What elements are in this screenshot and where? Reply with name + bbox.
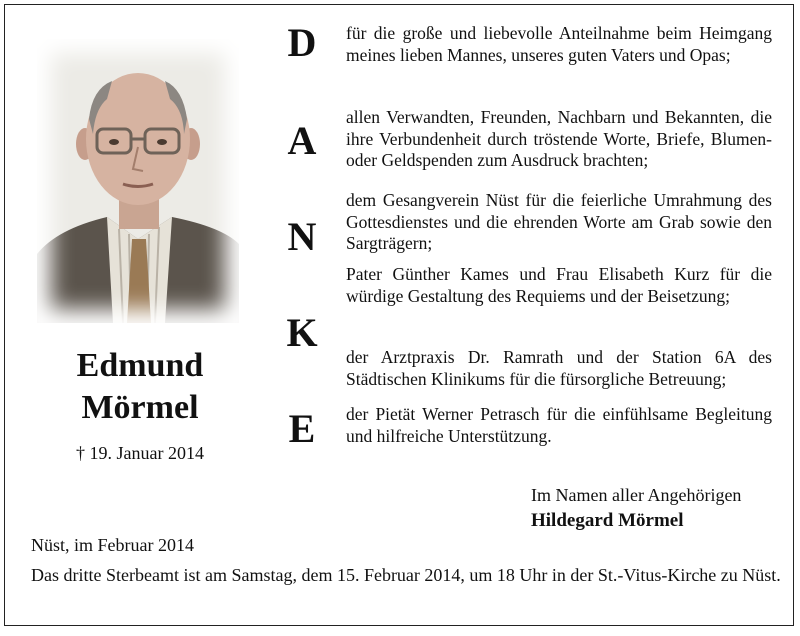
deceased-last-name: Mörmel (81, 389, 199, 426)
danke-letter: K (286, 310, 318, 355)
portrait-photo (37, 39, 239, 323)
danke-letter: N (287, 214, 317, 259)
danke-letter: E (288, 406, 316, 451)
deceased-first-name: Edmund (76, 347, 204, 384)
thanks-paragraph: allen Verwandten, Freunden, Nachbarn und Bekannten, die ihre Verbundenheit durch tröstende Worte, Briefe, Blumen- oder Geldspenden zum Ausdruck brachten; (346, 107, 772, 170)
danke-letter: A (287, 118, 317, 163)
thanks-paragraph: der Arztpraxis Dr. Ramrath und der Station 6A des Städtischen Klinikums für die fürsorgliche Betreuung; (346, 347, 772, 389)
danke-letter: D (287, 20, 317, 65)
thanks-paragraph: dem Gesangverein Nüst für die feierliche Umrahmung des Gottesdienstes und die ehrenden Worte am Grab sowie den Sargträgern; (346, 190, 772, 253)
service-note: Das dritte Sterbeamt ist am Samstag, dem 15. Februar 2014, um 18 Uhr in der St.-Vitus-Kirche zu Nüst. (31, 565, 781, 585)
deceased-name (25, 345, 255, 429)
thanks-paragraph: für die große und liebevolle Anteilnahme beim Heimgang meines lieben Mannes, unseres guten Vaters und Opas; (346, 23, 772, 65)
death-date: † 19. Januar 2014 (76, 443, 204, 463)
signature-name: Hildegard Mörmel (531, 510, 684, 531)
place-date: Nüst, im Februar 2014 (31, 535, 194, 555)
portrait-illustration (37, 39, 239, 323)
obituary-card (4, 4, 794, 626)
thanks-paragraph: Pater Günther Kames und Frau Elisabeth Kurz für die würdige Gestaltung des Requiems und der Beisetzung; (346, 264, 772, 306)
thanks-paragraph: der Pietät Werner Petrasch für die einfühlsame Begleitung und hilfreiche Unterstützung. (346, 404, 772, 446)
signature-intro: Im Namen aller Angehörigen (531, 485, 742, 505)
